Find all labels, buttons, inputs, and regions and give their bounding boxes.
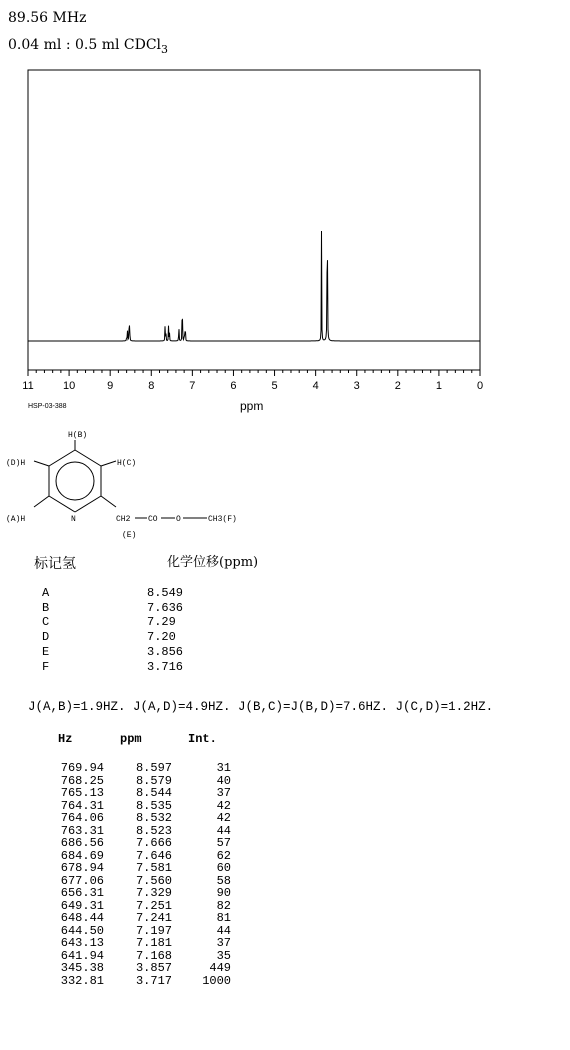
peak-column-int: 31 40 37 42 42 44 57 62 60 58 90 82 81 44 37 35 449 1000: [202, 761, 231, 988]
peak-column-hz: 769.94 768.25 765.13 764.31 764.06 763.31 686.56 684.69 678.94 677.06 656.31 649.31 648.44 644.50 643.13 641.94 345.38 332.81: [60, 761, 104, 988]
x-tick-label: 3: [353, 380, 360, 392]
solvent-text: 0.04 ml : 0.5 ml CDCl: [8, 37, 162, 53]
x-tick-label: 5: [271, 380, 278, 392]
table-header-ppm: ppm: [120, 732, 142, 746]
label-ha: (A)H: [6, 515, 26, 524]
spectrometer-frequency: 89.56 MHz: [8, 10, 87, 26]
bond-c2-ch2: [101, 496, 116, 507]
bond-h-c: [101, 461, 116, 466]
label-n: N: [71, 515, 76, 524]
assignment-labels: A B C D E F: [42, 586, 50, 674]
plot-frame: [28, 70, 480, 370]
x-tick-label: 1: [435, 380, 442, 392]
aromatic-ring: [56, 462, 94, 500]
label-co: CO: [148, 515, 158, 524]
x-tick-label: 7: [189, 380, 196, 392]
assignment-header-shift: 化学位移(ppm): [167, 555, 259, 570]
bond-c4-c3: [75, 450, 101, 466]
label-ch3: CH3(F): [208, 515, 237, 524]
x-tick-label: 2: [394, 380, 401, 392]
coupling-constants: J(A,B)=1.9HZ. J(A,D)=4.9HZ. J(B,C)=J(B,D)=7.6HZ. J(C,D)=1.2HZ.: [28, 700, 494, 714]
label-o: O: [176, 515, 181, 524]
bond-n-c6: [49, 496, 75, 512]
spectrum-code: HSP-03-388: [28, 403, 67, 410]
x-tick-label: 6: [230, 380, 237, 392]
assignment-header-h: 标记氢: [34, 556, 76, 572]
table-header-int: Int.: [188, 732, 217, 746]
peak-column-ppm: 8.597 8.579 8.544 8.535 8.532 8.523 7.666 7.646 7.581 7.560 7.329 7.251 7.241 7.197 7.181 7.168 3.857 3.717: [135, 761, 172, 988]
table-header-hz: Hz: [58, 732, 73, 746]
molecule-structure: [0, 425, 300, 545]
bond-h-a: [34, 496, 49, 507]
label-ch2: CH2: [116, 515, 131, 524]
bond-c5-c4: [49, 450, 75, 466]
label-hb: H(B): [68, 431, 88, 440]
solvent-subscript: 3: [161, 42, 169, 56]
x-tick-label: 8: [148, 380, 155, 392]
x-axis-label: ppm: [240, 399, 264, 413]
bond-h-d: [34, 461, 49, 466]
x-tick-label: 11: [22, 380, 34, 392]
assignment-shifts: 8.549 7.636 7.29 7.20 3.856 3.716: [147, 586, 184, 674]
spectrum-trace: [28, 231, 480, 341]
x-tick-label: 10: [62, 380, 76, 392]
label-e: (E): [122, 531, 137, 540]
x-tick-label: 4: [312, 380, 319, 392]
label-hd: (D)H: [6, 459, 26, 468]
x-tick-label: 9: [107, 380, 114, 392]
x-tick-label: 0: [476, 380, 484, 392]
label-hc: H(C): [117, 459, 137, 468]
nmr-spectrum-chart: [0, 0, 570, 400]
bond-c2-n: [75, 496, 101, 512]
